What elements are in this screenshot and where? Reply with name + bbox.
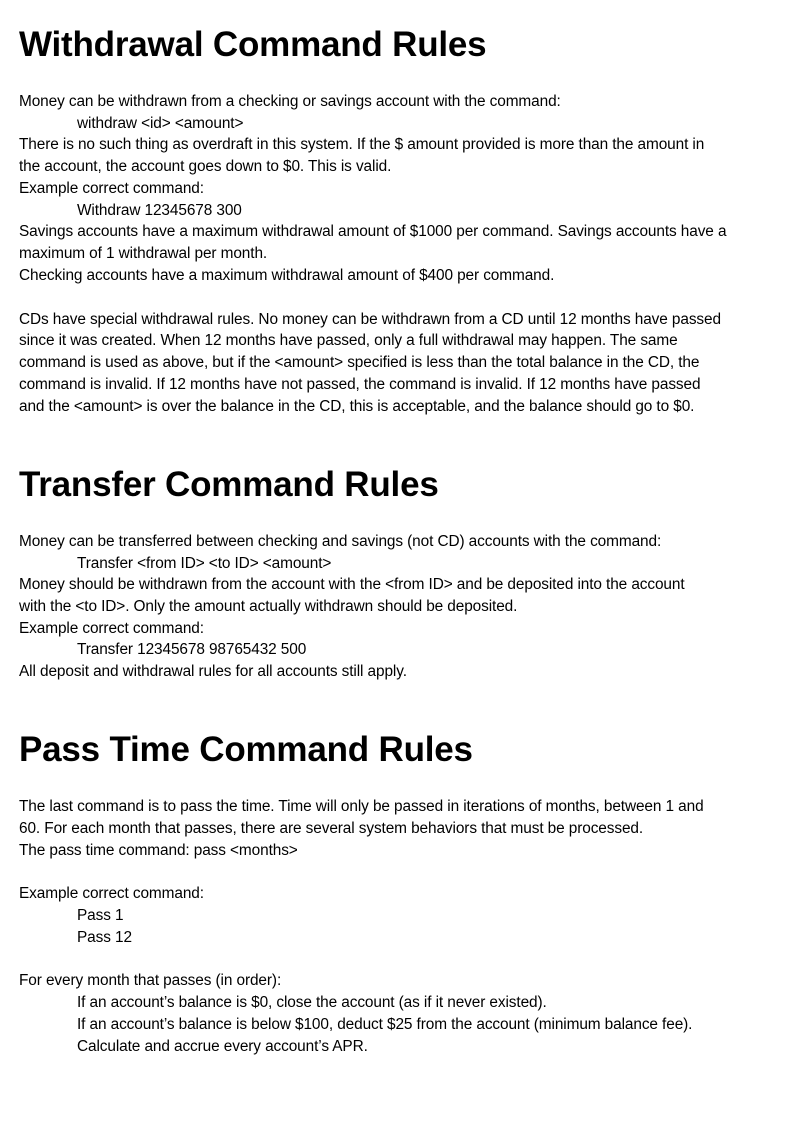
pass-time-step: If an account’s balance is $0, close the account (as if it never existed).: [77, 994, 547, 1011]
pass-time-line: 60. For each month that passes, there are several system behaviors that must be processed.: [19, 820, 644, 837]
transfer-line: with the <to ID>. Only the amount actually withdrawn should be deposited.: [19, 598, 518, 615]
pass-time-line: The pass time command: pass <months>: [19, 842, 298, 859]
pass-time-line: The last command is to pass the time. Time will only be passed in iterations of months, between 1 and: [19, 798, 704, 815]
transfer-line: All deposit and withdrawal rules for all accounts still apply.: [19, 663, 407, 680]
withdrawal-line: command is used as above, but if the <amount> specified is less than the total balance in the CD, the: [19, 354, 700, 371]
withdrawal-line: Money can be withdrawn from a checking or savings account with the command:: [19, 93, 561, 110]
pass-time-line: Example correct command:: [19, 885, 204, 902]
withdrawal-heading: Withdrawal Command Rules: [19, 25, 487, 64]
withdrawal-line: since it was created. When 12 months have passed, only a full withdrawal may happen. The same: [19, 332, 678, 349]
withdrawal-syntax: withdraw <id> <amount>: [77, 115, 244, 132]
transfer-syntax: Transfer <from ID> <to ID> <amount>: [77, 555, 332, 572]
withdrawal-line: Checking accounts have a maximum withdrawal amount of $400 per command.: [19, 267, 555, 284]
transfer-heading: Transfer Command Rules: [19, 465, 439, 504]
transfer-example: Transfer 12345678 98765432 500: [77, 641, 307, 658]
pass-time-heading: Pass Time Command Rules: [19, 730, 473, 769]
transfer-line: Money can be transferred between checking and savings (not CD) accounts with the command:: [19, 533, 662, 550]
pass-time-step: If an account’s balance is below $100, deduct $25 from the account (minimum balance fee).: [77, 1016, 693, 1033]
withdrawal-line: command is invalid. If 12 months have not passed, the command is invalid. If 12 months have passed: [19, 376, 701, 393]
pass-time-example: Pass 1: [77, 907, 124, 924]
withdrawal-line: maximum of 1 withdrawal per month.: [19, 245, 268, 262]
withdrawal-example: Withdraw 12345678 300: [77, 202, 242, 219]
transfer-line: Example correct command:: [19, 620, 204, 637]
withdrawal-line: Example correct command:: [19, 180, 204, 197]
withdrawal-line: Savings accounts have a maximum withdrawal amount of $1000 per command. Savings accounts have a: [19, 223, 727, 240]
pass-time-line: For every month that passes (in order):: [19, 972, 282, 989]
withdrawal-line: the account, the account goes down to $0. This is valid.: [19, 158, 392, 175]
pass-time-step: Calculate and accrue every account’s APR.: [77, 1038, 368, 1055]
withdrawal-line: CDs have special withdrawal rules. No money can be withdrawn from a CD until 12 months have passed: [19, 311, 721, 328]
withdrawal-line: and the <amount> is over the balance in the CD, this is acceptable, and the balance should go to $0.: [19, 398, 695, 415]
transfer-line: Money should be withdrawn from the account with the <from ID> and be deposited into the account: [19, 576, 685, 593]
withdrawal-line: There is no such thing as overdraft in this system. If the $ amount provided is more than the amount in: [19, 136, 705, 153]
pass-time-example: Pass 12: [77, 929, 132, 946]
